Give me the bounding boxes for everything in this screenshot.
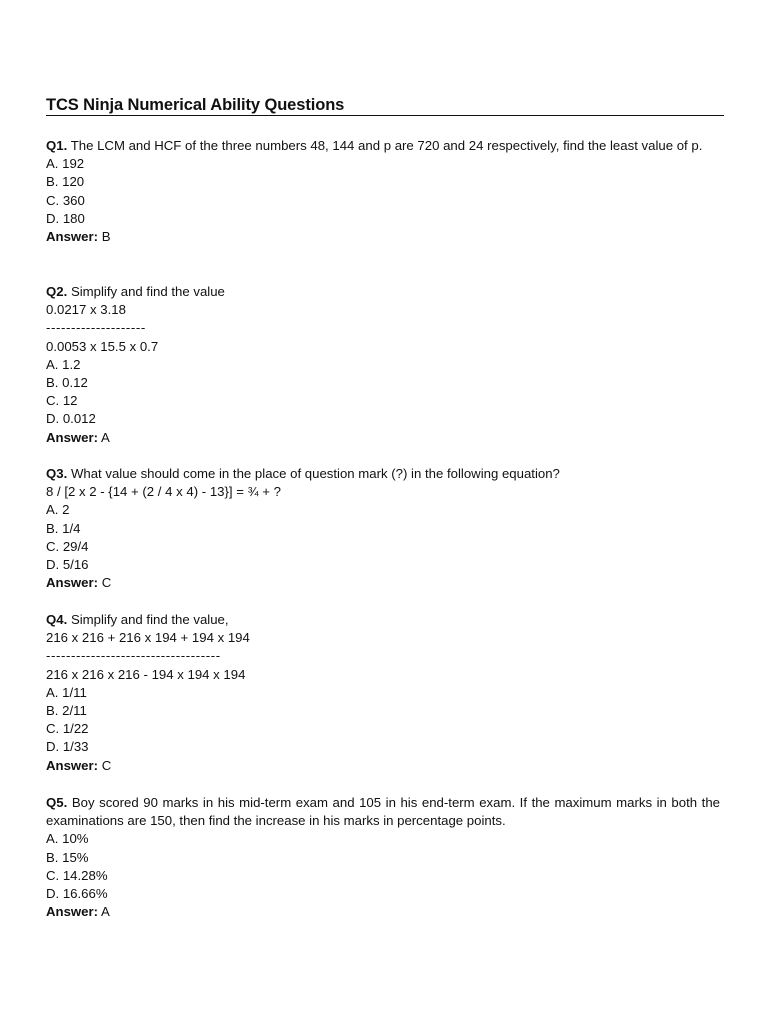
question-4-option-b: B. 2/11 <box>46 702 87 718</box>
question-2-option-d: D. 0.012 <box>46 411 96 427</box>
question-1-option-c: C. 360 <box>46 192 85 208</box>
answer-label: Answer: <box>46 228 99 244</box>
question-5-option-d: D. 16.66% <box>46 885 108 901</box>
question-2 <box>46 283 720 447</box>
question-4-stem <box>46 611 720 629</box>
question-4-option-c: C. 1/22 <box>46 721 89 737</box>
question-2-denominator: 0.0053 x 15.5 x 0.7 <box>46 338 159 354</box>
question-2-text: Simplify and find the value <box>70 284 225 299</box>
question-5-answer <box>46 903 720 921</box>
question-5-option-b: B. 15% <box>46 849 89 865</box>
question-2-option-b: B. 0.12 <box>46 374 88 390</box>
question-4-fraction-bar: ----------------------------------- <box>46 648 221 664</box>
question-1-number: Q1. <box>46 138 68 153</box>
question-2-answer <box>46 429 720 447</box>
question-3-option-a: A. 2 <box>46 502 70 518</box>
question-3 <box>46 465 720 592</box>
question-2-answer-value: A <box>100 429 110 445</box>
question-2-number: Q2. <box>46 284 68 299</box>
question-5-text: Boy scored 90 marks in his mid-term exam and 105 in his end-term exam. If the maximum marks in both the examinations are 150, then find the increase in his marks in percentage points. <box>46 795 720 829</box>
question-5-option-a: A. 10% <box>46 831 89 847</box>
question-1-option-d: D. 180 <box>46 210 85 226</box>
question-1-answer <box>46 228 720 246</box>
question-5-stem <box>46 794 720 830</box>
question-3-answer-value: C <box>101 575 112 591</box>
page-title: TCS Ninja Numerical Ability Questions <box>46 96 345 114</box>
answer-label: Answer: <box>46 757 99 773</box>
question-2-numerator: 0.0217 x 3.18 <box>46 302 126 318</box>
question-3-answer <box>46 574 720 592</box>
question-3-stem <box>46 465 720 483</box>
question-1-option-a: A. 192 <box>46 156 85 172</box>
question-5-number: Q5. <box>46 795 68 810</box>
question-1-text: The LCM and HCF of the three numbers 48, 144 and p are 720 and 24 respectively, find the least value of p. <box>70 138 703 153</box>
question-2-option-c: C. 12 <box>46 393 78 409</box>
question-3-equation: 8 / [2 x 2 - {14 + (2 / 4 x 4) - 13}] = ¾ + ? <box>46 484 281 500</box>
answer-label: Answer: <box>46 904 99 920</box>
question-4-denominator: 216 x 216 x 216 - 194 x 194 x 194 <box>46 666 246 682</box>
question-2-stem <box>46 283 720 301</box>
question-2-option-a: A. 1.2 <box>46 356 81 372</box>
question-5-option-c: C. 14.28% <box>46 867 108 883</box>
question-1 <box>46 137 720 246</box>
question-2-fraction-bar: -------------------- <box>46 320 146 336</box>
question-4-numerator: 216 x 216 + 216 x 194 + 194 x 194 <box>46 630 250 646</box>
question-4 <box>46 611 720 775</box>
question-4-option-d: D. 1/33 <box>46 739 89 755</box>
question-4-text: Simplify and find the value, <box>70 612 229 627</box>
question-5 <box>46 794 720 921</box>
question-3-text: What value should come in the place of question mark (?) in the following equation? <box>70 466 560 481</box>
title-underline <box>46 95 724 116</box>
question-4-option-a: A. 1/11 <box>46 684 87 700</box>
answer-label: Answer: <box>46 575 99 591</box>
answer-label: Answer: <box>46 429 99 445</box>
question-3-option-c: C. 29/4 <box>46 538 89 554</box>
question-3-option-d: D. 5/16 <box>46 556 89 572</box>
question-3-option-b: B. 1/4 <box>46 520 81 536</box>
question-4-answer-value: C <box>101 757 112 773</box>
question-1-answer-value: B <box>101 228 111 244</box>
question-3-number: Q3. <box>46 466 68 481</box>
question-5-answer-value: A <box>100 904 110 920</box>
question-1-stem <box>46 137 720 155</box>
question-4-number: Q4. <box>46 612 68 627</box>
question-4-answer <box>46 757 720 775</box>
question-1-option-b: B. 120 <box>46 174 85 190</box>
